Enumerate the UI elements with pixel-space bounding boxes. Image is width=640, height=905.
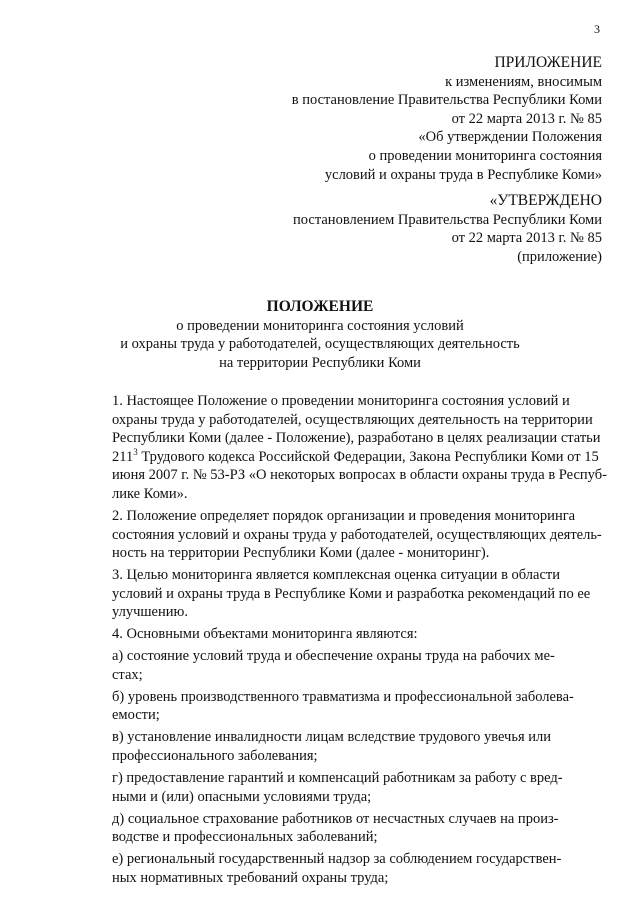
approval-block [293, 192, 602, 266]
approval-line: постановлением Правительства Республики Коми [293, 211, 602, 228]
title-line: о проведении мониторинга состояния условий [176, 317, 464, 334]
appendix-header-line: ПРИЛОЖЕНИЕ [494, 54, 602, 71]
paragraph-line: е) региональный государственный надзор за соблюдением государствен- [112, 851, 562, 868]
appendix-header-line: в постановление Правительства Республики Коми [291, 92, 602, 109]
appendix-header-line: о проведении мониторинга состояния [368, 147, 602, 164]
list-item-e [82, 850, 602, 887]
paragraph-line: условий и охраны труда в Республике Коми и разработка рекомендаций по ее [112, 585, 591, 602]
title-main: ПОЛОЖЕНИЕ [266, 298, 374, 315]
article-line-rest: Трудового кодекса Российской Федерации, Закона Республики Коми от 15 [137, 448, 599, 465]
paragraph-line: 2. Положение определяет порядок организации и проведения мониторинга [112, 507, 576, 524]
paragraph-line: состояния условий и охраны труда у работодателей, осуществляющих деятель- [112, 526, 602, 543]
paragraph-line: в) установление инвалидности лицам вследствие трудового увечья или [112, 729, 552, 746]
document-title [0, 298, 640, 372]
paragraph-line: улучшению. [112, 604, 188, 621]
paragraph-line: ных нормативных требований охраны труда; [112, 869, 389, 886]
paragraph-line: ность на территории Республики Коми (далее - мониторинг). [112, 545, 490, 562]
page-number: 3 [594, 22, 600, 36]
approval-line: (приложение) [517, 248, 602, 265]
article-superscript: 3 [133, 446, 138, 457]
appendix-header-line: «Об утверждении Положения [418, 129, 602, 146]
paragraph-line: емости; [112, 707, 160, 724]
appendix-header-line: условий и охраны труда в Республике Коми» [324, 166, 602, 183]
paragraph-line: б) уровень производственного травматизма и профессиональной заболева- [112, 688, 574, 705]
paragraph-line: водстве и профессиональных заболеваний; [112, 829, 378, 846]
paragraph-line: охраны труда у работодателей, осуществляющих деятельность на территории [112, 411, 593, 428]
list-item-g [82, 769, 602, 806]
paragraph-3 [82, 566, 602, 622]
paragraph-line: июня 2007 г. № 53-РЗ «О некоторых вопросах в области охраны труда в Респуб- [112, 467, 607, 484]
list-item-v [82, 728, 602, 765]
paragraph-line: Республики Коми (далее - Положение), разработано в целях реализации статьи [112, 430, 601, 447]
paragraph-line [82, 448, 602, 467]
paragraph-line: стах; [112, 666, 143, 683]
approval-line: «УТВЕРЖДЕНО [489, 192, 602, 209]
appendix-header-line: от 22 марта 2013 г. № 85 [451, 110, 602, 127]
paragraph-line: 4. Основными объектами мониторинга являются: [112, 626, 418, 643]
paragraph-line: 1. Настоящее Положение о проведении мониторинга состояния условий и [112, 393, 570, 409]
paragraph-line: 3. Целью мониторинга является комплексная оценка ситуации в области [112, 567, 561, 584]
list-item-b [82, 688, 602, 725]
paragraph-1 [82, 392, 607, 504]
paragraph-2 [82, 507, 602, 563]
list-item-d [82, 810, 602, 847]
approval-line: от 22 марта 2013 г. № 85 [451, 230, 602, 247]
article-number: 211 [112, 448, 134, 465]
paragraph-4 [82, 625, 602, 644]
paragraph-line: профессионального заболевания; [112, 748, 318, 765]
paragraph-line: ными и (или) опасными условиями труда; [112, 788, 372, 805]
list-item-a [82, 647, 602, 684]
document-body [82, 392, 607, 891]
appendix-header [292, 54, 602, 184]
paragraph-line: г) предоставление гарантий и компенсаций работникам за работу с вред- [112, 770, 563, 787]
paragraph-line: лике Коми». [112, 485, 188, 502]
paragraph-line: д) социальное страхование работников от несчастных случаев на произ- [112, 810, 559, 827]
paragraph-line: а) состояние условий труда и обеспечение охраны труда на рабочих ме- [112, 648, 555, 665]
title-line: на территории Республики Коми [219, 354, 421, 371]
title-line: и охраны труда у работодателей, осуществляющих деятельность [120, 336, 520, 353]
appendix-header-line: к изменениям, вносимым [445, 73, 602, 90]
